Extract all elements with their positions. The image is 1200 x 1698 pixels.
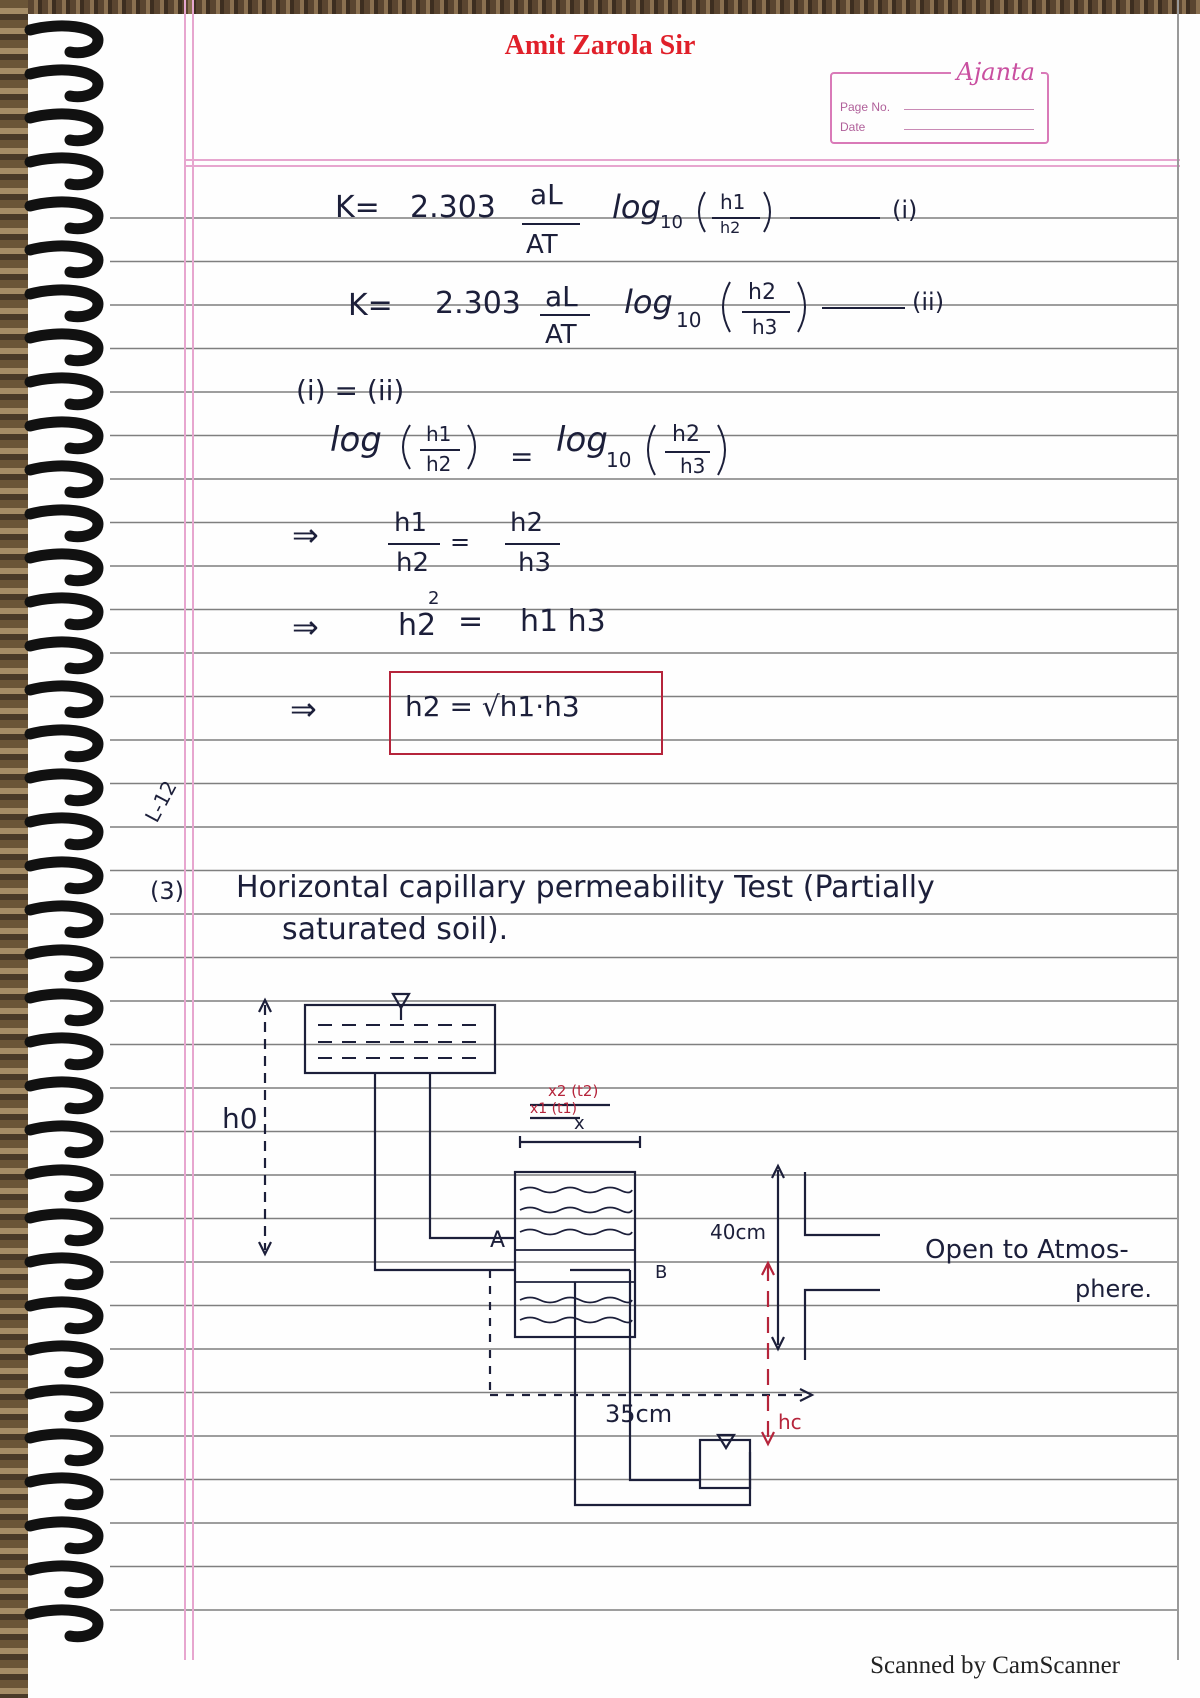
step1-arrow: ⇒ (292, 516, 319, 554)
margin-note: L-12 (140, 776, 182, 827)
eq1-num: aL (530, 178, 563, 211)
eq2-num: aL (545, 280, 578, 313)
log-eq-r-base: 10 (606, 448, 632, 472)
log-eq-eq: = (510, 440, 534, 473)
dim-40cm-label: 40cm (710, 1220, 766, 1244)
x-label: x (574, 1113, 585, 1134)
eq2-den: AT (545, 320, 577, 350)
point-a-label: A (490, 1228, 506, 1253)
point-b-label: B (655, 1262, 668, 1283)
section-heading-line1: Horizontal capillary permeability Test (Partially (236, 870, 935, 905)
step2-exp: 2 (428, 588, 440, 609)
step1-l-num: h1 (394, 508, 428, 538)
open-atmosphere-line2: phere. (1075, 1275, 1152, 1303)
page-no-label: Page No. (840, 100, 891, 114)
eq2-lhs: K= (348, 288, 393, 323)
section-number: (3) (150, 877, 184, 905)
step2-lhs: h2 (398, 608, 437, 643)
eq2-base: 10 (676, 308, 702, 332)
eq2-log: log (624, 283, 673, 321)
step2-rhs: h1 h3 (520, 604, 606, 639)
x1-label: x1 (t1) (530, 1101, 577, 1117)
hc-label: hc (778, 1410, 802, 1434)
date-label: Date (840, 120, 866, 134)
eq1-tag: (i) (892, 196, 918, 224)
step3-arrow: ⇒ (290, 690, 317, 728)
brand-logo: Ajanta (951, 58, 1042, 86)
page-title: Amit Zarola Sir (504, 30, 696, 61)
eq1-coef: 2.303 (410, 190, 496, 225)
step2-arrow: ⇒ (292, 608, 319, 646)
log-eq-left-log: log (330, 420, 382, 460)
eq1-lhs: K= (335, 190, 380, 225)
eq2-coef: 2.303 (435, 286, 521, 321)
eq2-arg-num: h2 (748, 280, 776, 305)
step1-eq: = (450, 528, 471, 556)
log-eq-l-den: h2 (426, 452, 452, 476)
scanner-watermark: Scanned by CamScanner (870, 1652, 1120, 1679)
result-expression: h2 = √h1·h3 (405, 690, 580, 723)
section-heading-line2: saturated soil). (282, 912, 509, 947)
equate-line: (i) = (ii) (296, 374, 405, 407)
eq1-log: log (612, 188, 661, 226)
step1-r-den: h3 (518, 548, 552, 578)
open-atmosphere-line1: Open to Atmos- (925, 1235, 1129, 1265)
eq1-arg-num: h1 (720, 190, 746, 214)
log-eq-r-den: h3 (680, 454, 706, 478)
dim-35cm-label: 35cm (605, 1400, 673, 1428)
eq2-tag: (ii) (912, 288, 945, 316)
step1-l-den: h2 (396, 548, 430, 578)
eq1-arg-den: h2 (720, 218, 741, 237)
log-eq-right-log: log (556, 420, 608, 460)
log-eq-l-num: h1 (426, 422, 452, 446)
step1-r-num: h2 (510, 508, 544, 538)
eq2-arg-den: h3 (752, 315, 778, 339)
h0-label: h0 (222, 1102, 258, 1135)
eq1-den: AT (526, 230, 558, 260)
log-eq-r-num: h2 (672, 422, 700, 447)
eq1-base: 10 (660, 212, 683, 233)
result-box (390, 672, 662, 754)
x2-label: x2 (t2) (548, 1082, 599, 1100)
step2-eq: = (458, 604, 484, 639)
